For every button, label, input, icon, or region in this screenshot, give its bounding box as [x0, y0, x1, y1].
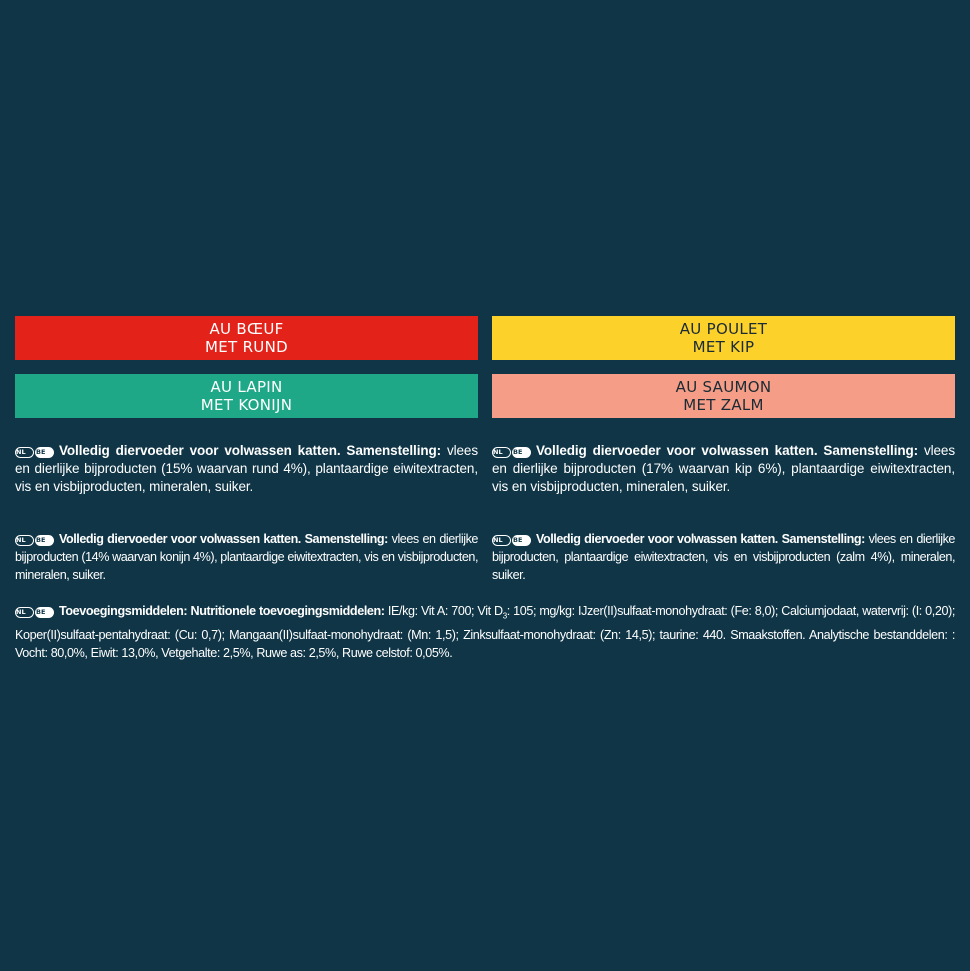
- banner-rabbit-line1: AU LAPIN: [210, 378, 283, 396]
- additives-part2: : 105; mg/kg: IJzer(II)sulfaat-monohydraat: (Fe: 8,0); Calciumjodaat, watervrij: (I: 0,20); Koper(II)sulfaat-pentahydraat: (Cu: 0,7); Mangaan(II)sulfaat-monohydraat: (Mn: 1,5); Zinksulfaat-monohydraat: (Zn: 14,5); taurine: 440. Smaakstoffen. Analytische bestanddelen: : Vocht: 80,0%, Eiwit: 13,0%, Vetgehalte: 2,5%, Ruwe as: 2,5%, Ruwe celstof: 0,05%.: [15, 604, 955, 660]
- be-flag-icon: BE: [512, 535, 531, 546]
- banner-rabbit: [15, 374, 478, 418]
- banner-beef: [15, 316, 478, 360]
- banner-salmon-line2: MET ZALM: [683, 396, 764, 414]
- composition-body: vlees en dierlijke bijproducten (17% waarvan kip 6%), plantaardige eiwitextracten, vis en visbijproducten, mineralen, suiker.: [492, 443, 955, 494]
- banner-beef-line1: AU BŒUF: [209, 320, 284, 338]
- vitamin-d-subscript: 3: [502, 611, 507, 621]
- be-flag-icon: BE: [35, 535, 54, 546]
- composition-chicken: [492, 442, 955, 496]
- country-flags: [492, 442, 532, 460]
- composition-heading: Volledig diervoeder voor volwassen katten. Samenstelling:: [536, 443, 919, 458]
- country-flags: [492, 530, 532, 548]
- banner-chicken-line2: MET KIP: [692, 338, 755, 356]
- be-flag-icon: BE: [35, 607, 54, 618]
- additives-part1: IE/kg: Vit A: 700; Vit D: [384, 604, 503, 618]
- composition-salmon: [492, 530, 955, 584]
- country-flags: [15, 442, 55, 460]
- banner-salmon: [492, 374, 955, 418]
- country-flags: [15, 602, 55, 620]
- banner-salmon-line1: AU SAUMON: [675, 378, 772, 396]
- banner-chicken-line1: AU POULET: [679, 320, 768, 338]
- composition-body: vlees en dierlijke bijproducten (15% waarvan rund 4%), plantaardige eiwitextracten, vis en visbijproducten, mineralen, suiker.: [15, 443, 478, 494]
- composition-heading: Volledig diervoeder voor volwassen katten. Samenstelling:: [59, 443, 442, 458]
- banner-rabbit-line2: MET KONIJN: [200, 396, 293, 414]
- be-flag-icon: BE: [35, 447, 54, 458]
- banner-chicken: [492, 316, 955, 360]
- composition-body: vlees en dierlijke bijproducten, plantaardige eiwitextracten, vis en visbijproducten (zalm 4%), mineralen, suiker.: [492, 532, 955, 582]
- composition-heading: Volledig diervoeder voor volwassen katten. Samenstelling:: [59, 532, 388, 546]
- additives-text: [15, 602, 955, 662]
- nl-flag-icon: NL: [492, 535, 511, 546]
- country-flags: [15, 530, 55, 548]
- composition-body: vlees en dierlijke bijproducten (14% waarvan konijn 4%), plantaardige eiwitextracten, vis en visbijproducten, mineralen, suiker.: [15, 532, 478, 582]
- composition-beef: [15, 442, 478, 496]
- nl-flag-icon: NL: [15, 607, 34, 618]
- be-flag-icon: BE: [512, 447, 531, 458]
- nl-flag-icon: NL: [15, 535, 34, 546]
- composition-rabbit: [15, 530, 478, 584]
- additives-heading: Toevoegingsmiddelen: Nutritionele toevoegingsmiddelen:: [59, 604, 385, 618]
- nl-flag-icon: NL: [492, 447, 511, 458]
- composition-heading: Volledig diervoeder voor volwassen katten. Samenstelling:: [536, 532, 865, 546]
- banner-beef-line2: MET RUND: [205, 338, 288, 356]
- nl-flag-icon: NL: [15, 447, 34, 458]
